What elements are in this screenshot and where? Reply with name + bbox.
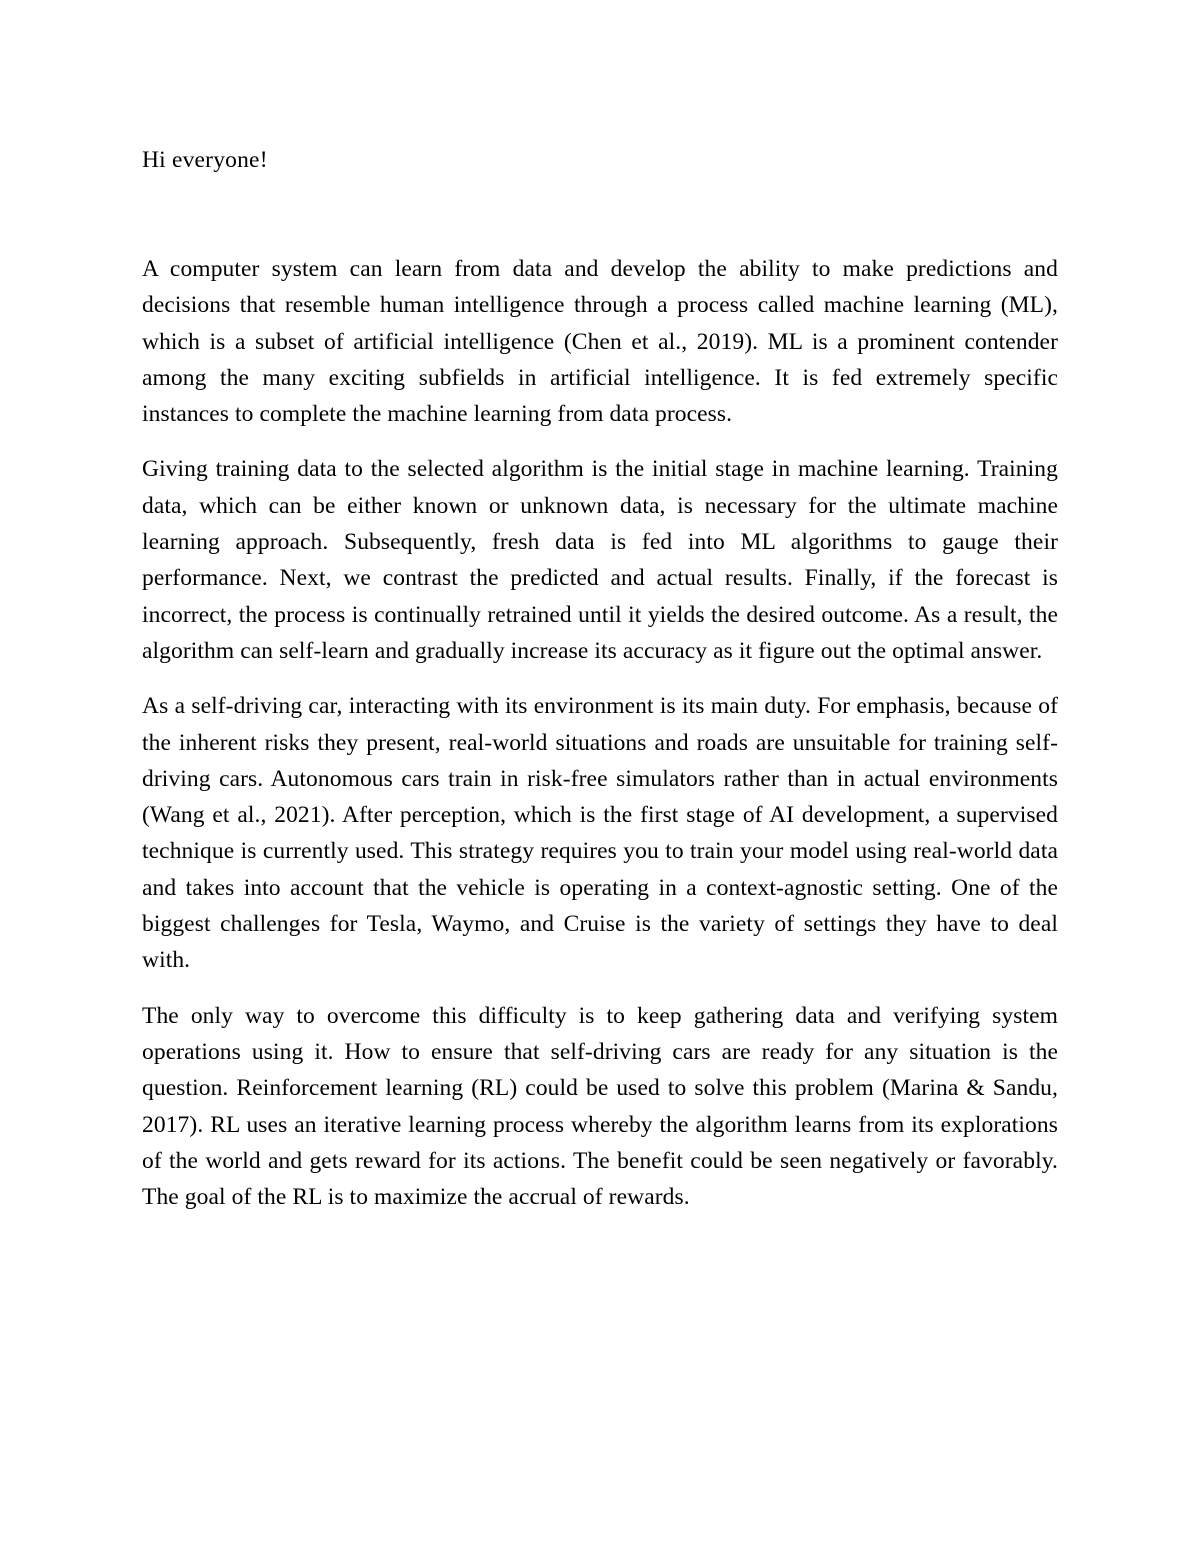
paragraph-reinforcement-learning: The only way to overcome this difficulty is to keep gathering data and verifying system operations using it. How to ensure that self-driving cars are ready for any situation is the question. Reinforcement learning (RL) could be used to solve this problem (Marina & Sandu, 2017). RL uses an iterative learning process whereby the algorithm learns from its explorations of the world and gets reward for its actions. The benefit could be seen negatively or favorably. The goal of the RL is to maximize the accrual of rewards. — [142, 1002, 1058, 1211]
document-body — [142, 251, 1058, 1234]
paragraph-ml-definition: A computer system can learn from data and develop the ability to make predictions and decisions that resemble human intelligence through a process called machine learning (ML), which is a subset of artificial intelligence (Chen et al., 2019). ML is a prominent contender among the many exciting subfields in artificial intelligence. It is fed extremely specific instances to complete the machine learning from data process. — [142, 256, 1058, 428]
paragraph-self-driving-cars: As a self-driving car, interacting with its environment is its main duty. For emphasis, because of the inherent risks they present, real-world situations and roads are unsuitable for training self-driving cars. Autonomous cars train in risk-free simulators rather than in actual environments (Wang et al., 2021). After perception, which is the first stage of AI development, a supervised technique is currently used. This strategy requires you to train your model using real-world data and takes into account that the vehicle is operating in a context-agnostic setting. One of the biggest challenges for Tesla, Waymo, and Cruise is the variety of settings they have to deal with. — [142, 693, 1058, 974]
greeting-line: Hi everyone! — [142, 147, 268, 173]
paragraph-training-process: Giving training data to the selected algorithm is the initial stage in machine learning. Training data, which can be either known or unknown data, is necessary for the ultimate machine learning approach. Subsequently, fresh data is fed into ML algorithms to gauge their performance. Next, we contrast the predicted and actual results. Finally, if the forecast is incorrect, the process is continually retrained until it yields the desired outcome. As a result, the algorithm can self-learn and gradually increase its accuracy as it figure out the optimal answer. — [142, 456, 1058, 664]
